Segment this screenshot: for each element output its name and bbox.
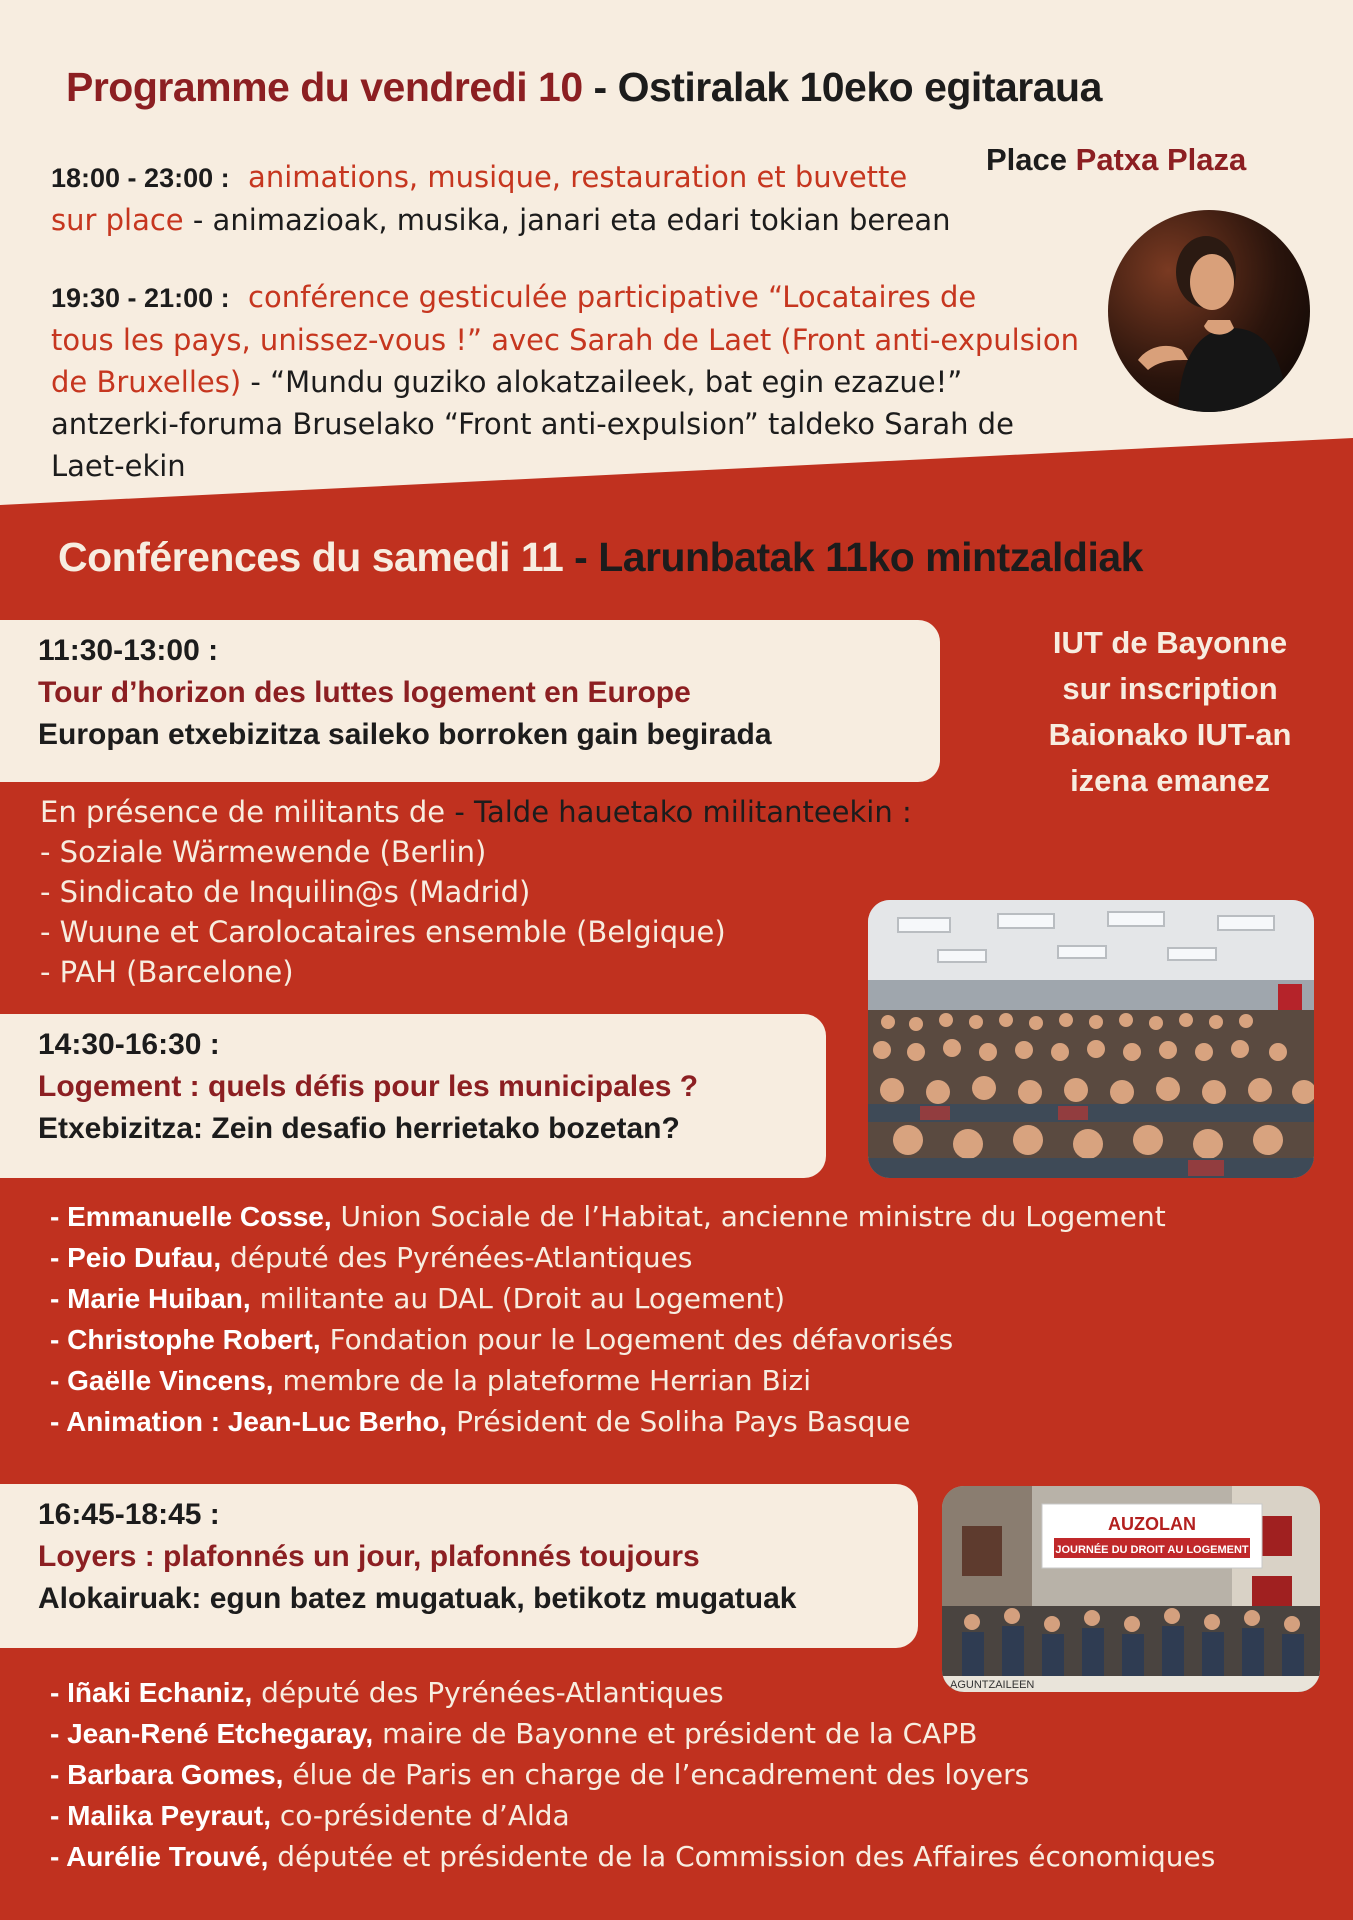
- friday-title-fr: Programme du vendredi 10: [66, 64, 583, 110]
- banner-line-1: AUZOLAN: [1108, 1514, 1196, 1534]
- friday-item-2: 19:30 - 21:00 : conférence gesticulée participative “Locataires de tous les pays, unissez-vous !” avec Sarah de Laet (Front anti-expulsion de Bruxelles) - “Mundu guziko alokatzaileek, bat egin ezazue!” antzerki-foruma Bruselako “Front anti-expulsion” taldeko Sarah de Laet-ekin: [51, 280, 1079, 483]
- banner-line-2: JOURNÉE DU DROIT AU LOGEMENT: [1055, 1544, 1249, 1556]
- place-name: Patxa Plaza: [1075, 142, 1247, 177]
- speaker-row: - Gaëlle Vincens, membre de la plateforme Herrian Bizi: [50, 1364, 811, 1397]
- saturday-title: Conférences du samedi 11 - Larunbatak 11ko mintzaldiak: [58, 534, 1143, 580]
- session-title-eu: Alokairuak: egun batez mugatuak, betikotz mugatuak: [38, 1582, 797, 1615]
- saturday-venue: IUT de Bayonne sur inscription Baionako IUT-an izena emanez: [1048, 625, 1292, 798]
- list-item: - PAH (Barcelone): [40, 955, 294, 989]
- speaker-portrait-photo: [1108, 210, 1310, 412]
- speaker-row: - Peio Dufau, député des Pyrénées-Atlantiques: [50, 1241, 693, 1274]
- list-item: - Wuune et Carolocataires ensemble (Belgique): [40, 915, 726, 949]
- session-time: 16:45-18:45 :: [38, 1498, 220, 1531]
- friday-place: Place Patxa Plaza: [986, 142, 1247, 177]
- session-title-fr: Logement : quels défis pour les municipales ?: [38, 1070, 699, 1103]
- item-time: 18:00 - 23:00 :: [51, 163, 230, 193]
- speaker-row: - Christophe Robert, Fondation pour le Logement des défavorisés: [50, 1323, 954, 1356]
- session-title-eu: Etxebizitza: Zein desafio herrietako bozetan?: [38, 1112, 680, 1145]
- session-1-header: [0, 620, 940, 782]
- speaker-row: - Marie Huiban, militante au DAL (Droit au Logement): [50, 1282, 786, 1315]
- session-title-eu: Europan etxebizitza saileko borroken gain begirada: [38, 718, 772, 751]
- session-2-speakers: [50, 1196, 1166, 1442]
- list-item: - Soziale Wärmewende (Berlin): [40, 835, 487, 869]
- session-time: 14:30-16:30 :: [38, 1028, 220, 1061]
- speaker-row: - Malika Peyraut, co-présidente d’Alda: [50, 1799, 570, 1832]
- speaker-row: - Barbara Gomes, élue de Paris en charge de l’encadrement des loyers: [50, 1758, 1030, 1791]
- saturday-title-fr: Conférences du samedi 11: [58, 534, 564, 580]
- item-time: 19:30 - 21:00 :: [51, 283, 230, 313]
- friday-title-eu: Ostiralak 10eko egitaraua: [617, 64, 1102, 110]
- speaker-row: - Jean-René Etchegaray, maire de Bayonne et président de la CAPB: [50, 1717, 978, 1750]
- speaker-row: - Animation : Jean-Luc Berho, Président de Soliha Pays Basque: [50, 1405, 911, 1438]
- speaker-row: - Aurélie Trouvé, députée et présidente de la Commission des Affaires économiques: [50, 1840, 1216, 1873]
- session-1-groups: En présence de militants de - Talde hauetako militanteekin : - Soziale Wärmewende (Berlin) - Sindicato de Inquilin@s (Madrid) - Wuune et Carolocataires ensemble (Belgique) - PAH (Barcelone): [40, 792, 1000, 992]
- street-banner-photo: [942, 1486, 1320, 1692]
- session-title-fr: Loyers : plafonnés un jour, plafonnés toujours: [38, 1540, 700, 1573]
- session-2-header: [0, 1014, 826, 1178]
- friday-item-1: 18:00 - 23:00 : animations, musique, restauration et buvette sur place - animazioak, musika, janari eta edari tokian berean: [51, 160, 951, 237]
- list-item: - Sindicato de Inquilin@s (Madrid): [40, 875, 531, 909]
- session-3-header: [0, 1484, 918, 1648]
- speaker-row: - Emmanuelle Cosse, Union Sociale de l’Habitat, ancienne ministre du Logement: [50, 1200, 1166, 1233]
- friday-title: Programme du vendredi 10 - Ostiralak 10eko egitaraua: [66, 64, 1102, 110]
- banner-bottom-text: AGUNTZAILEEN: [950, 1679, 1035, 1691]
- session-time: 11:30-13:00 :: [38, 634, 219, 667]
- conference-audience-photo: [868, 900, 1314, 1178]
- speaker-row: - Iñaki Echaniz, député des Pyrénées-Atlantiques: [50, 1676, 724, 1709]
- session-title-fr: Tour d’horizon des luttes logement en Europe: [38, 676, 691, 709]
- saturday-title-eu: Larunbatak 11ko mintzaldiak: [598, 534, 1143, 580]
- session-3-speakers: [50, 1672, 1215, 1877]
